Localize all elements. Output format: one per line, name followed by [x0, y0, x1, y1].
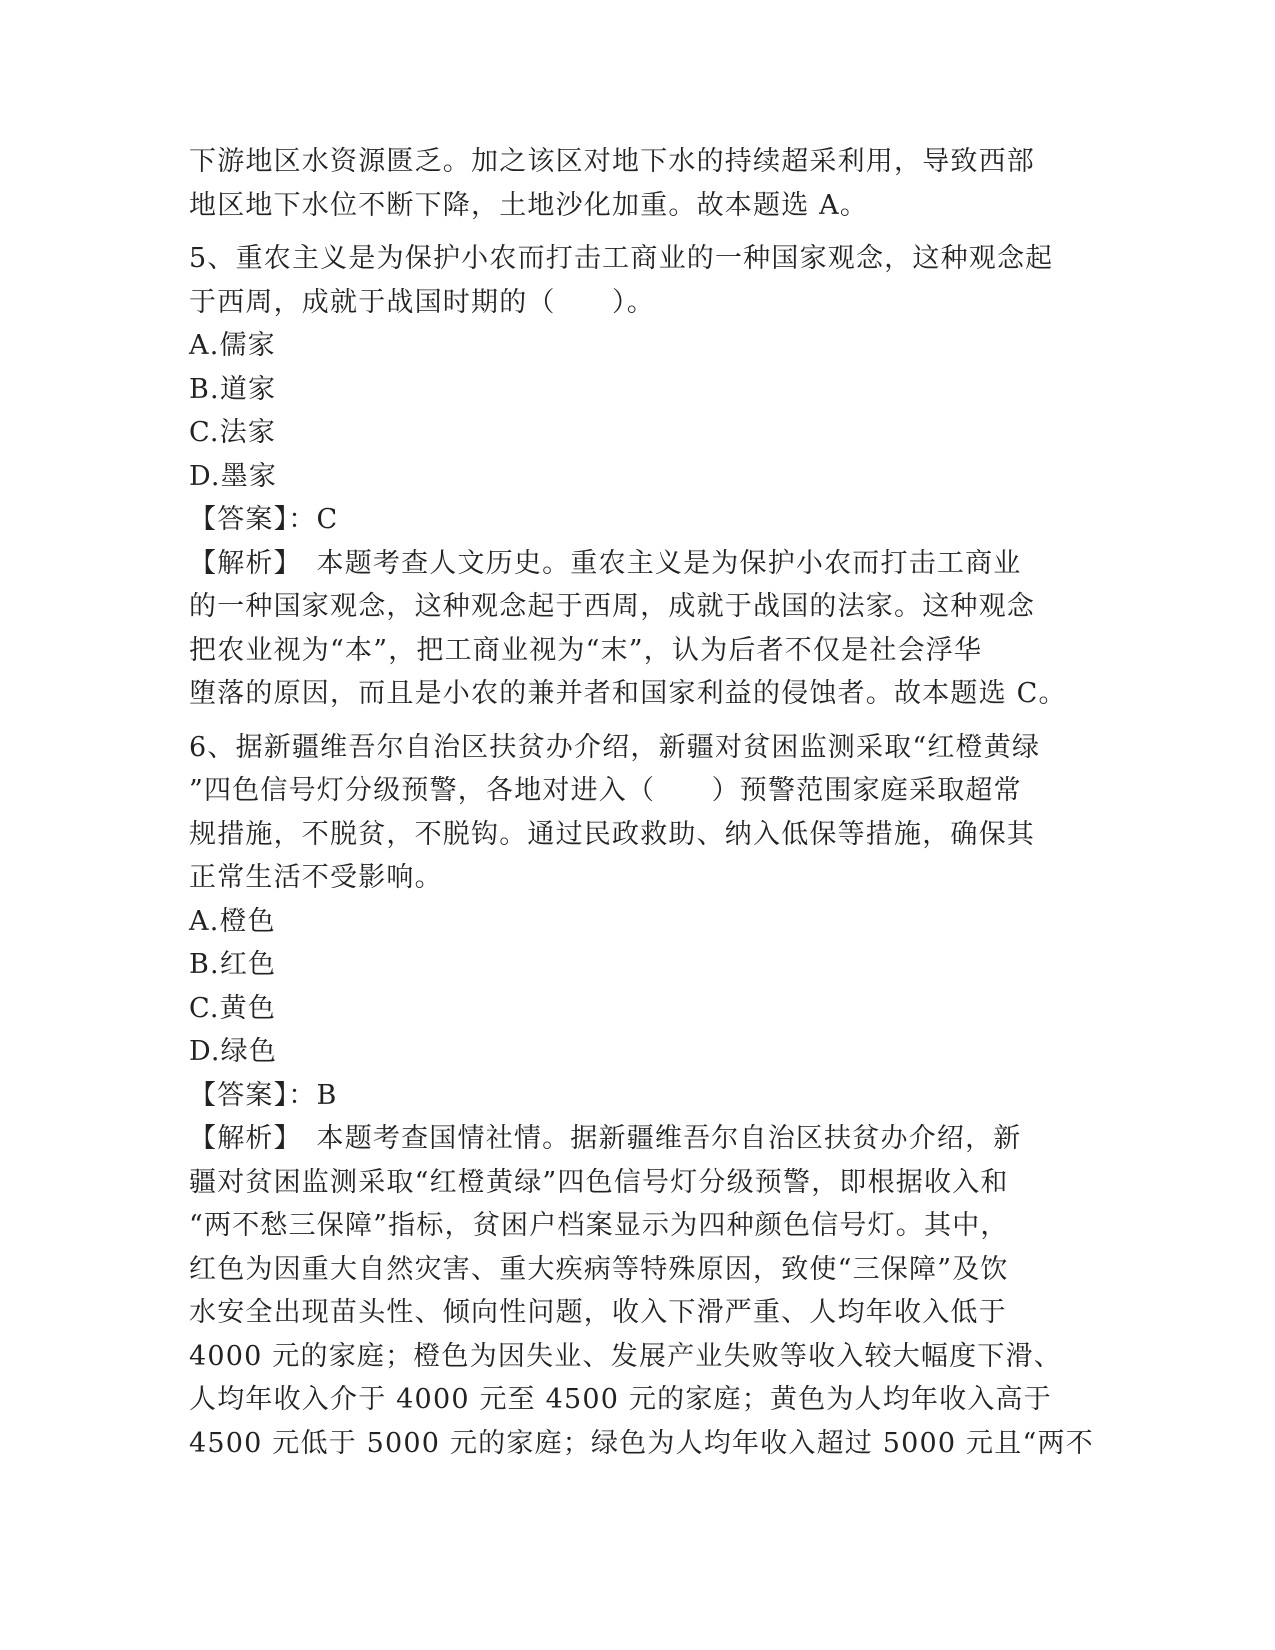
analysis-text: 【解析】 本题考查人文历史。重农主义是为保护小农而打击工商业 — [189, 547, 1022, 579]
analysis-text: 4500 元低于 5000 元的家庭；绿色为人均年收入超过 5000 元且“两不 — [189, 1427, 1094, 1459]
document-page — [189, 140, 1094, 1465]
analysis-text: 水安全出现苗头性、倾向性问题，收入下滑严重、人均年收入低于 — [189, 1297, 1007, 1328]
analysis-text: 【解析】 本题考查国情社情。据新疆维吾尔自治区扶贫办介绍，新 — [189, 1123, 1022, 1154]
text-line: 地区地下水位不断下降，土地沙化加重。故本题选 A。 — [189, 189, 869, 221]
answer-line: 【答案】：B — [189, 1079, 338, 1111]
option-a: A.橙色 — [189, 905, 276, 937]
question-text: 于西周，成就于战国时期的（ ）。 — [189, 286, 655, 318]
question-text: ”四色信号灯分级预警，各地对进入（ ）预警范围家庭采取超常 — [189, 775, 1022, 806]
question-text: 正常生活不受影响。 — [189, 862, 443, 893]
previous-analysis-continuation — [189, 140, 1089, 227]
question-text: 规措施，不脱贫，不脱钩。通过民政救助、纳入低保等措施，确保其 — [189, 818, 1035, 850]
text-line: 下游地区水资源匮乏。加之该区对地下水的持续超采利用，导致西部 — [189, 146, 1035, 177]
option-c: C.黄色 — [189, 992, 277, 1024]
option-b: B.红色 — [189, 949, 277, 980]
analysis-text: 红色为因重大自然灾害、重大疾病等特殊原因，致使“三保障”及饮 — [189, 1253, 1009, 1285]
option-c: C.法家 — [189, 417, 277, 448]
option-a: A.儒家 — [189, 330, 276, 361]
analysis-text: 的一种国家观念，这种观念起于西周，成就于战国的法家。这种观念 — [189, 591, 1035, 622]
analysis-text: 疆对贫困监测采取“红橙黄绿”四色信号灯分级预警，即根据收入和 — [189, 1166, 1009, 1198]
question-5 — [189, 237, 1089, 716]
question-text: 6、据新疆维吾尔自治区扶贫办介绍，新疆对贫困监测采取“红橙黄绿 — [189, 731, 1041, 763]
analysis-text: 把农业视为“本”，把工商业视为“末”，认为后者不仅是社会浮华 — [189, 634, 983, 666]
analysis-text: “两不愁三保障”指标，贫困户档案显示为四种颜色信号灯。其中， — [189, 1210, 1009, 1241]
analysis-text: 4000 元的家庭；橙色为因失业、发展产业失败等收入较大幅度下滑、 — [189, 1340, 1062, 1372]
analysis-text: 人均年收入介于 4000 元至 4500 元的家庭；黄色为人均年收入高于 — [189, 1384, 1052, 1415]
question-6 — [189, 726, 1094, 1466]
option-d: D.绿色 — [189, 1036, 278, 1067]
answer-line: 【答案】：C — [189, 504, 339, 535]
question-text: 5、重农主义是为保护小农而打击工商业的一种国家观念，这种观念起 — [189, 243, 1054, 274]
option-b: B.道家 — [189, 373, 277, 405]
analysis-text: 堕落的原因，而且是小农的兼并者和国家利益的侵蚀者。故本题选 C。 — [189, 678, 1067, 709]
option-d: D.墨家 — [189, 460, 278, 492]
